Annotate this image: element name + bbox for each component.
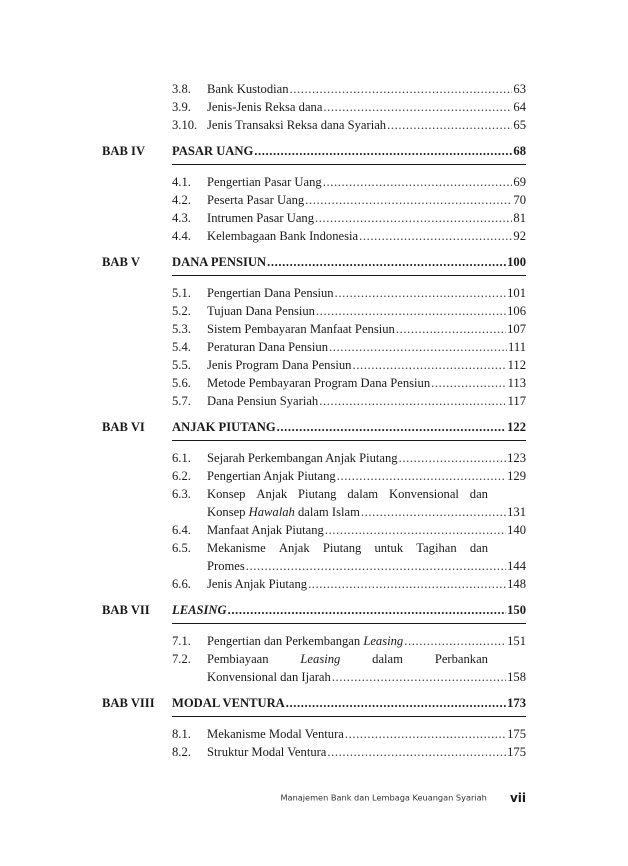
entry-title: Pengertian dan Perkembangan Leasing <box>207 634 404 648</box>
chapter-label: BAB VI <box>102 420 145 434</box>
entry-title-line2: Konvensional dan Ijarah <box>207 670 331 684</box>
entry-number: 4.3. <box>172 211 191 225</box>
entry-page: 65 <box>513 118 526 132</box>
toc-entry-continuation[interactable] <box>102 557 526 575</box>
chapter-title: ANJAK PIUTANG <box>172 420 276 434</box>
entry-page: 64 <box>513 100 526 114</box>
page-footer <box>0 787 526 806</box>
entry-title: Jenis-Jenis Reksa dana <box>207 100 323 114</box>
entry-title: Metode Pembayaran Program Dana Pensiun <box>207 376 431 390</box>
entry-number: 3.10. <box>172 118 198 132</box>
toc-entry[interactable] <box>102 80 526 98</box>
chapter-page: 68 <box>513 144 526 158</box>
chapter-heading-bab-viii[interactable] <box>102 689 526 719</box>
entry-title: Peserta Pasar Uang <box>207 193 305 207</box>
toc-entry-continuation[interactable] <box>102 503 526 521</box>
entry-page: 70 <box>513 193 526 207</box>
toc-entry[interactable] <box>102 227 526 245</box>
toc-entry-continuation[interactable] <box>102 668 526 686</box>
entry-title: Dana Pensiun Syariah <box>207 394 319 408</box>
entry-number: 3.9. <box>172 100 191 114</box>
chapter-title: PASAR UANG <box>172 144 254 158</box>
entry-number: 8.1. <box>172 727 191 741</box>
toc-entry[interactable] <box>102 467 526 485</box>
entry-title: Mekanisme Modal Ventura <box>207 727 344 741</box>
entry-number: 6.3. <box>172 487 191 501</box>
chapter-heading-bab-vi[interactable] <box>102 413 526 443</box>
entry-title: Tujuan Dana Pensiun <box>207 304 315 318</box>
entry-number: 3.8. <box>172 82 191 96</box>
entry-number: 5.4. <box>172 340 191 354</box>
chapter-page: 122 <box>507 420 526 434</box>
chapter-page: 173 <box>507 696 526 710</box>
entry-title: Pengertian Anjak Piutang <box>207 469 336 483</box>
toc-entry[interactable] <box>102 116 526 134</box>
toc-entry[interactable] <box>102 449 526 467</box>
entry-number: 4.1. <box>172 175 191 189</box>
entry-page: 111 <box>508 340 526 354</box>
entry-title-line2: Promes <box>207 559 245 573</box>
entry-page: 175 <box>507 727 526 741</box>
toc-entry-multiline[interactable] <box>102 650 526 668</box>
entry-number: 5.7. <box>172 394 191 408</box>
toc-entry[interactable] <box>102 173 526 191</box>
footer-page-number: vii <box>509 790 526 805</box>
chapter-heading-bab-v[interactable] <box>102 248 526 278</box>
entry-page: 151 <box>507 634 526 648</box>
footer-book-title: Manajemen Bank dan Lembaga Keuangan Syariah <box>280 792 487 803</box>
entry-number: 7.1. <box>172 634 191 648</box>
entry-page: 63 <box>513 82 526 96</box>
chapter-label: BAB IV <box>102 144 146 158</box>
entry-title: Struktur Modal Ventura <box>207 745 327 759</box>
toc-entry[interactable] <box>102 521 526 539</box>
entry-number: 7.2. <box>172 652 191 666</box>
entry-number: 6.1. <box>172 451 191 465</box>
entry-number: 5.3. <box>172 322 191 336</box>
entry-number: 6.5. <box>172 541 191 555</box>
entry-number: 5.5. <box>172 358 191 372</box>
entry-title: Jenis Program Dana Pensiun <box>207 358 352 372</box>
entry-page: 69 <box>513 175 526 189</box>
entry-title: Sistem Pembayaran Manfaat Pensiun <box>207 322 395 336</box>
chapter-page: 100 <box>507 255 526 269</box>
toc-entry[interactable] <box>102 374 526 392</box>
entry-title-line1: Mekanisme Anjak Piutang untuk Tagihan dan <box>207 541 488 555</box>
toc-entry-multiline[interactable] <box>102 485 526 503</box>
entry-page: 112 <box>507 358 526 372</box>
chapter-title: LEASING <box>172 603 227 617</box>
entry-page: 117 <box>507 394 526 408</box>
entry-page: 144 <box>507 559 526 573</box>
toc-entry[interactable] <box>102 191 526 209</box>
entry-number: 6.6. <box>172 577 191 591</box>
entry-title: Pengertian Dana Pensiun <box>207 286 334 300</box>
entry-title: Jenis Transaksi Reksa dana Syariah <box>207 118 387 132</box>
entry-page: 101 <box>507 286 526 300</box>
toc-entry[interactable] <box>102 338 526 356</box>
entry-title: Pengertian Pasar Uang <box>207 175 322 189</box>
entry-page: 175 <box>507 745 526 759</box>
toc-entry[interactable] <box>102 356 526 374</box>
entry-page: 129 <box>507 469 526 483</box>
entry-number: 5.1. <box>172 286 191 300</box>
toc-entry[interactable] <box>102 743 526 761</box>
entry-page: 140 <box>507 523 526 537</box>
toc-entry-multiline[interactable] <box>102 539 526 557</box>
chapter-heading-bab-iv[interactable] <box>102 137 526 167</box>
entry-title: Manfaat Anjak Piutang <box>207 523 324 537</box>
entry-title: Peraturan Dana Pensiun <box>207 340 329 354</box>
entry-page: 113 <box>507 376 526 390</box>
chapter-page: 150 <box>507 603 526 617</box>
entry-number: 4.2. <box>172 193 191 207</box>
entry-page: 107 <box>507 322 526 336</box>
entry-page: 158 <box>507 670 526 684</box>
entry-page: 106 <box>507 304 526 318</box>
entry-number: 5.6. <box>172 376 191 390</box>
toc-entry[interactable] <box>102 320 526 338</box>
toc-entry[interactable] <box>102 632 526 650</box>
toc-entry[interactable] <box>102 392 526 410</box>
chapter-heading-bab-vii[interactable] <box>102 596 526 626</box>
entry-title-line2: Konsep Hawalah dalam Islam <box>207 505 360 519</box>
entry-title-line1: Pembiayaan Leasing dalam Perbankan <box>207 652 488 666</box>
entry-page: 81 <box>513 211 526 225</box>
entry-number: 5.2. <box>172 304 191 318</box>
entry-title: Intrumen Pasar Uang <box>207 211 315 225</box>
toc-entry[interactable] <box>102 284 526 302</box>
toc-entry[interactable] <box>102 209 526 227</box>
entry-title-line1: Konsep Anjak Piutang dalam Konvensional dan <box>207 487 488 501</box>
toc-entry[interactable] <box>102 725 526 743</box>
entry-title: Bank Kustodian <box>207 82 289 96</box>
entry-number: 6.2. <box>172 469 191 483</box>
table-of-contents <box>102 80 526 761</box>
chapter-label: BAB VIII <box>102 696 155 710</box>
entry-page: 92 <box>513 229 526 243</box>
entry-page: 148 <box>507 577 526 591</box>
chapter-title: MODAL VENTURA <box>172 696 285 710</box>
entry-title: Sejarah Perkembangan Anjak Piutang <box>207 451 398 465</box>
chapter-label: BAB V <box>102 255 140 269</box>
entry-number: 4.4. <box>172 229 191 243</box>
toc-entry[interactable] <box>102 98 526 116</box>
entry-title: Jenis Anjak Piutang <box>207 577 308 591</box>
toc-entry[interactable] <box>102 575 526 593</box>
chapter-title: DANA PENSIUN <box>172 255 267 269</box>
chapter-label: BAB VII <box>102 603 150 617</box>
entry-number: 6.4. <box>172 523 191 537</box>
entry-number: 8.2. <box>172 745 191 759</box>
entry-page: 131 <box>507 505 526 519</box>
toc-entry[interactable] <box>102 302 526 320</box>
entry-title: Kelembagaan Bank Indonesia <box>207 229 359 243</box>
entry-page: 123 <box>507 451 526 465</box>
